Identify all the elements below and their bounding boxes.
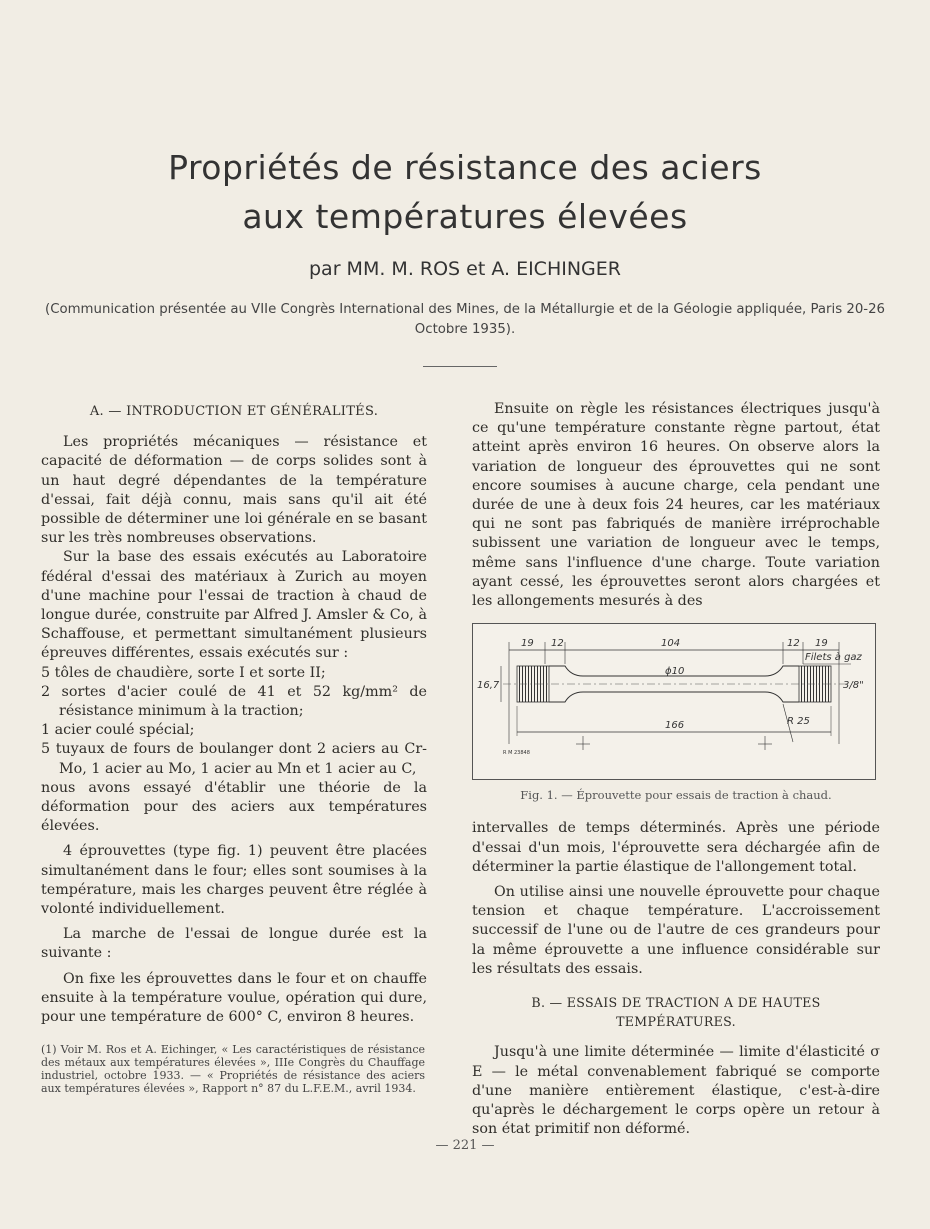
section-b-heading: B. — ESSAIS DE TRACTION A DE HAUTES TEMPÉRATURES. [531, 995, 821, 1030]
specimen-drawing [473, 624, 875, 779]
paragraph: nous avons essayé d'établir une théorie de la déformation pour des aciers aux températures élevées. [41, 779, 427, 835]
figure-caption: Fig. 1. — Éprouvette pour essais de traction à chaud. [520, 788, 832, 803]
list-item: 5 tuyaux de fours de boulanger dont 2 aciers au Cr-Mo, 1 acier au Mo, 1 acier au Mn et 1 acier au C, [41, 741, 427, 777]
paragraph: intervalles de temps déterminés. Après une période d'essai d'un mois, l'éprouvette sera déchargée afin de déterminer la partie élastique de l'allongement total. [472, 820, 880, 875]
thread-size: 3/8" [843, 680, 864, 692]
list-item: 1 acier coulé spécial; [41, 722, 195, 739]
paragraph: 4 éprouvettes (type fig. 1) peuvent être placées simultanément dans le four; elles sont soumises à la température, mais les charges peuvent être réglée à volonté individuellement. [41, 843, 427, 918]
paragraph: Ensuite on règle les résistances électriques jusqu'à ce qu'une température constante règne partout, état atteint après environ 16 heures. On observe alors la variation de longueur des éprouvettes qui ne sont encore soumises à aucune charge, cela pendant une durée de une à deux fois 24 heures, car les matériaux qui ne sont pas fabriqués de manière irréprochable subissent une variation de longueur avec le temps, même sans l'influence d'une charge. Toute variation ayant cessé, les éprouvettes seront alors chargées et les allongements mesurés à des [472, 401, 880, 610]
list-item: 5 tôles de chaudière, sorte I et sorte II; [41, 664, 326, 681]
drawing-stamp: R M 23848 [503, 750, 530, 757]
paragraph: On fixe les éprouvettes dans le four et on chauffe ensuite à la température voulue, opération qui dure, pour une température de 600° C, environ 8 heures. [41, 970, 427, 1026]
section-a-heading: A. — INTRODUCTION ET GÉNÉRALITÉS. [89, 404, 379, 419]
footnote: (1) Voir M. Ros et A. Eichinger, « Les caractéristiques de résistance des métaux aux températures élevées », IIIe Congrès du Chauffage industriel, octobre 1933. — « Propriétés de résistance des aciers aux températures élevées », Rapport n° 87 du L.F.E.M., avril 1934. [41, 1043, 425, 1096]
dim-label: 19 [521, 638, 534, 650]
dim-label: 16,7 [477, 680, 500, 692]
dim-label: 12 [787, 638, 800, 650]
dim-label: ϕ10 [665, 666, 685, 678]
dim-label: 19 [815, 638, 828, 650]
title-line-2: aux températures élevées [242, 197, 688, 236]
right-column [472, 400, 880, 1139]
paragraph: La marche de l'essai de longue durée est la suivante : [41, 926, 427, 962]
paragraph: On utilise ainsi une nouvelle éprouvette pour chaque tension et chaque température. L'accroissement successif de l'une ou de l'autre de ces grandeurs pour la même éprouvette a une influence considérable sur les résultats des essais. [472, 884, 880, 977]
dim-label: 104 [661, 638, 681, 650]
communication-note: (Communication présentée au VIIe Congrès International des Mines, de la Métallurgie et de la Géologie appliquée, Paris 20-26 Octobre 1935). [45, 302, 885, 337]
paragraph: Sur la base des essais exécutés au Laboratoire fédéral d'essai des matériaux à Zurich au moyen d'une machine pour l'essai de traction à chaud de longue durée, construite par Alfred J. Amsler & Co, à Schaffouse, et permettant simultanément plusieurs épreuves différentes, essais exécutés sur : [41, 549, 427, 662]
paragraph: Les propriétés mécaniques — résistance et capacité de déformation — de corps solides sont à un haut degré dépendantes de la température d'essai, fait déjà connu, mais sans qu'il ait été possible de déterminer une loi générale en se basant sur les très nombreuses observations. [41, 434, 427, 547]
thread-label: Filets à gaz [805, 652, 862, 664]
title-divider [423, 366, 497, 367]
dim-label: 166 [665, 720, 685, 732]
specimen-figure [472, 623, 876, 780]
authors: par MM. M. ROS et A. EICHINGER [309, 258, 621, 280]
dim-label: R 25 [787, 716, 810, 728]
paragraph: Jusqu'à une limite déterminée — limite d'élasticité σ E — le métal convenablement fabriqué se comporte d'une manière entièrement élastique, c'est-à-dire qu'après le déchargement le corps opère un retour à son état primitif non déformé. [472, 1044, 880, 1138]
title-line-1: Propriétés de résistance des aciers [168, 148, 762, 187]
page-number: — 221 — [435, 1138, 495, 1153]
left-column [41, 402, 427, 1095]
list-item: 2 sortes d'acier coulé de 41 et 52 kg/mm² de résistance minimum à la traction; [41, 683, 427, 720]
dim-label: 12 [551, 638, 564, 650]
